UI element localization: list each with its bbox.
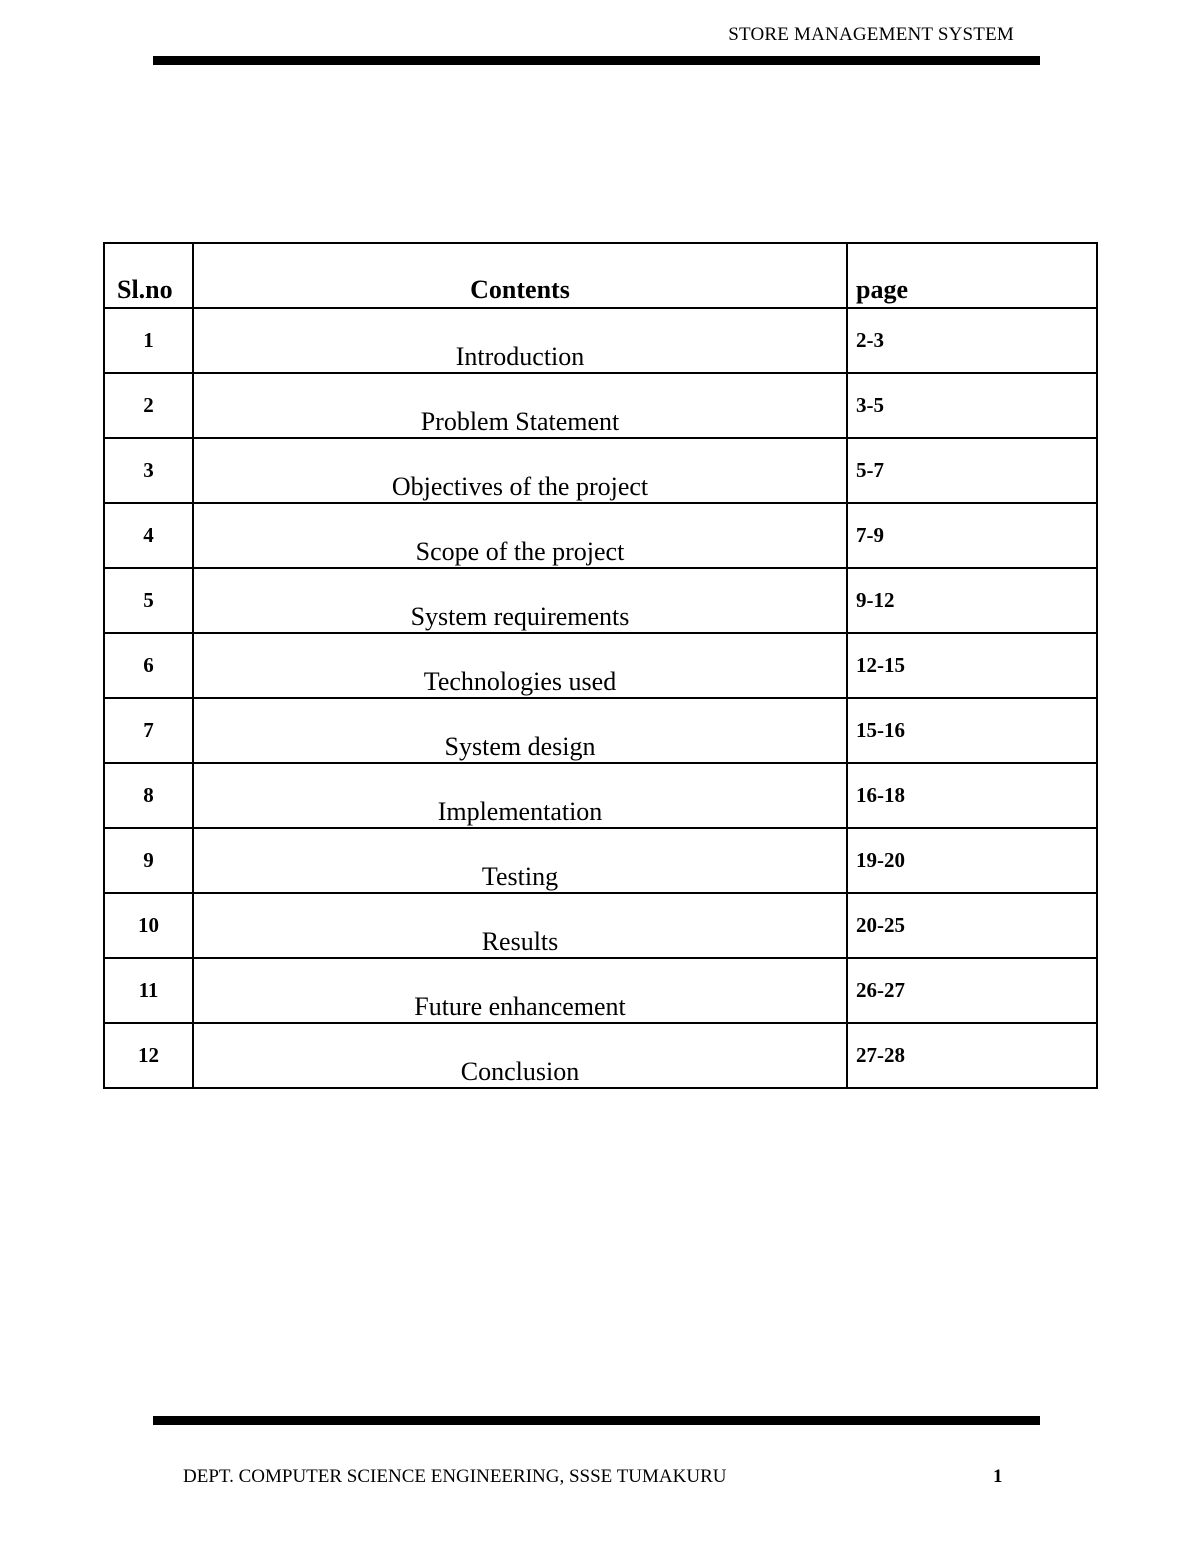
table-row	[104, 893, 1097, 958]
toc-slno: 10	[104, 893, 193, 958]
toc-slno: 5	[104, 568, 193, 633]
toc-title: Implementation	[193, 763, 847, 828]
table-row	[104, 568, 1097, 633]
table-row	[104, 828, 1097, 893]
footer-department: DEPT. COMPUTER SCIENCE ENGINEERING, SSSE TUMAKURU	[183, 1466, 727, 1487]
toc-pages: 2-3	[847, 308, 1097, 373]
toc-title: Results	[193, 893, 847, 958]
toc-title: Conclusion	[193, 1023, 847, 1088]
toc-slno: 8	[104, 763, 193, 828]
toc-title: Future enhancement	[193, 958, 847, 1023]
toc-slno: 2	[104, 373, 193, 438]
toc-slno: 6	[104, 633, 193, 698]
table-row	[104, 1023, 1097, 1088]
running-header-title: STORE MANAGEMENT SYSTEM	[728, 24, 1014, 45]
toc-pages: 26-27	[847, 958, 1097, 1023]
toc-title: Problem Statement	[193, 373, 847, 438]
toc-pages: 15-16	[847, 698, 1097, 763]
table-of-contents	[103, 242, 1098, 1089]
table-row	[104, 958, 1097, 1023]
toc-slno: 9	[104, 828, 193, 893]
toc-slno: 7	[104, 698, 193, 763]
toc-pages: 19-20	[847, 828, 1097, 893]
column-header-page: page	[847, 243, 1097, 308]
header-rule	[153, 56, 1040, 65]
toc-title: Introduction	[193, 308, 847, 373]
table-row	[104, 763, 1097, 828]
toc-title: Scope of the project	[193, 503, 847, 568]
table-row	[104, 438, 1097, 503]
table-row	[104, 633, 1097, 698]
toc-title: System design	[193, 698, 847, 763]
toc-header-row	[104, 243, 1097, 308]
toc-pages: 16-18	[847, 763, 1097, 828]
toc-slno: 11	[104, 958, 193, 1023]
toc-pages: 3-5	[847, 373, 1097, 438]
toc-slno: 12	[104, 1023, 193, 1088]
page-number: 1	[993, 1466, 1003, 1487]
toc-slno: 1	[104, 308, 193, 373]
table-row	[104, 503, 1097, 568]
toc-pages: 27-28	[847, 1023, 1097, 1088]
toc-title: Objectives of the project	[193, 438, 847, 503]
toc-pages: 12-15	[847, 633, 1097, 698]
table-row	[104, 308, 1097, 373]
footer-rule	[153, 1416, 1040, 1425]
toc-title: System requirements	[193, 568, 847, 633]
toc-pages: 7-9	[847, 503, 1097, 568]
toc-pages: 5-7	[847, 438, 1097, 503]
column-header-contents: Contents	[193, 243, 847, 308]
toc-slno: 3	[104, 438, 193, 503]
toc-pages: 9-12	[847, 568, 1097, 633]
toc-slno: 4	[104, 503, 193, 568]
column-header-slno: Sl.no	[104, 243, 193, 308]
table-row	[104, 373, 1097, 438]
table-row	[104, 698, 1097, 763]
toc-title: Testing	[193, 828, 847, 893]
toc-pages: 20-25	[847, 893, 1097, 958]
toc-title: Technologies used	[193, 633, 847, 698]
